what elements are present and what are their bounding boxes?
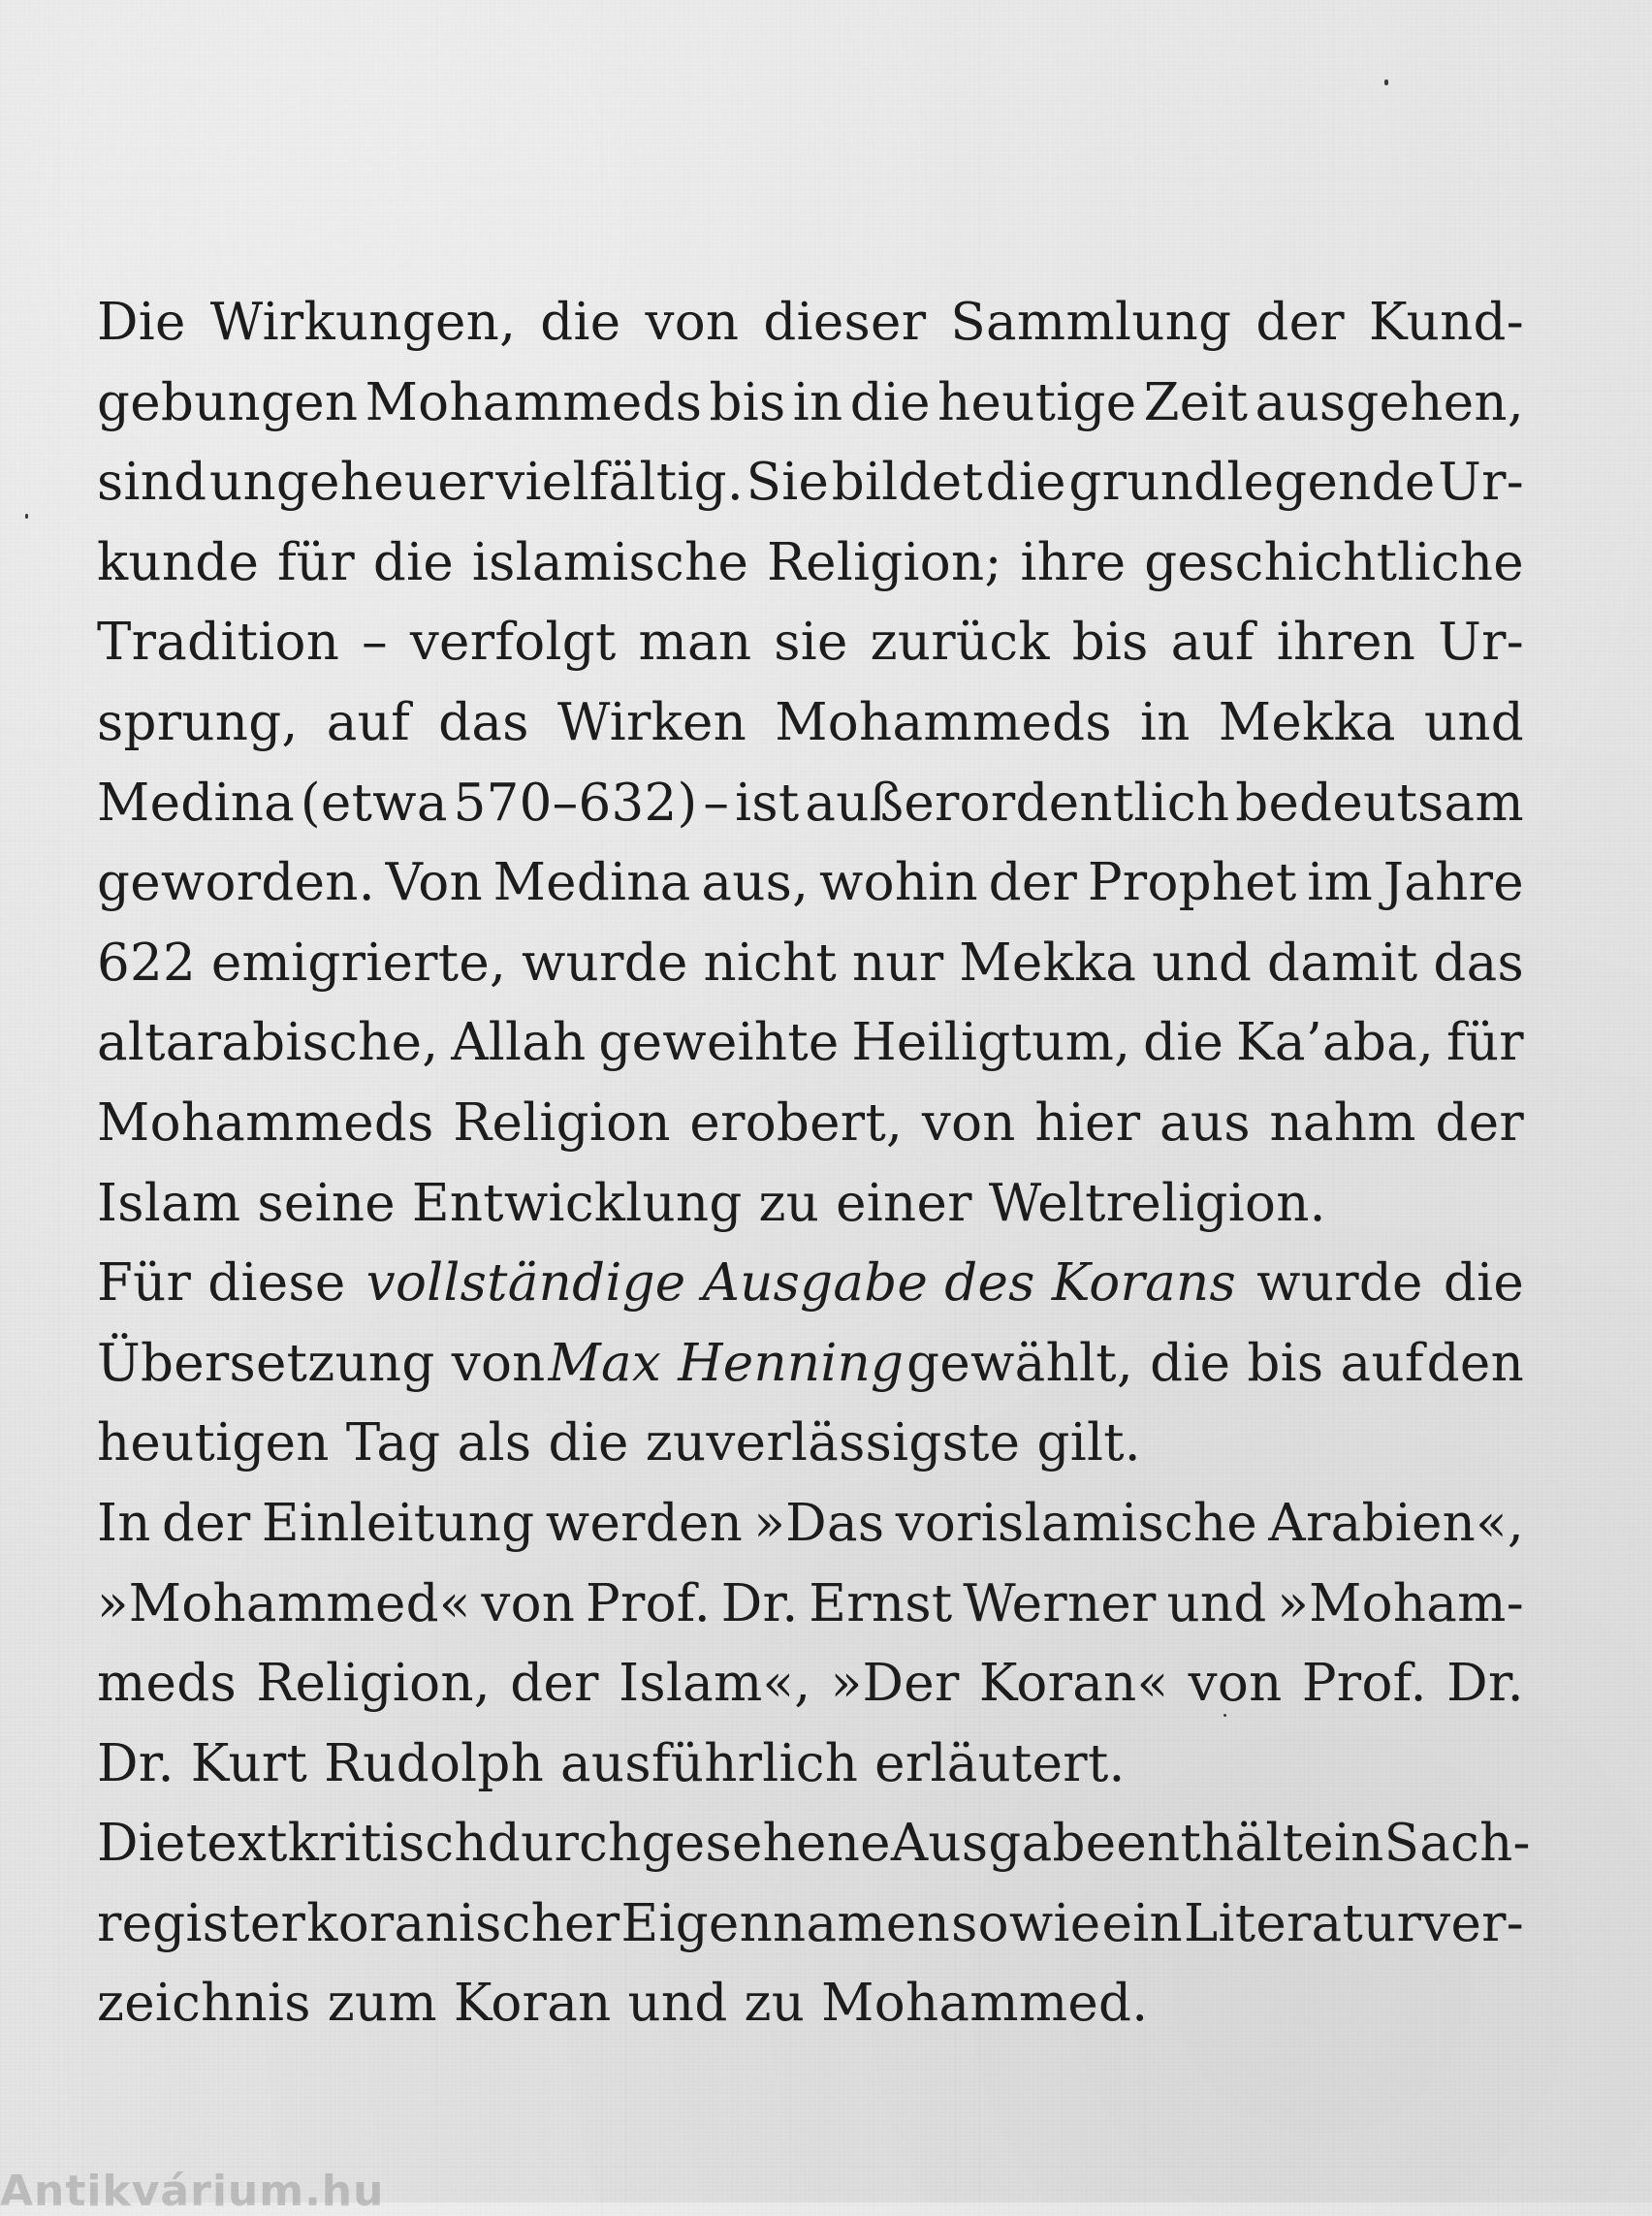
word: zeichnis	[97, 1974, 311, 2034]
word: aus,	[701, 853, 810, 913]
word: einer	[836, 1173, 972, 1233]
paragraph-textkritisch	[97, 1804, 1531, 2044]
word: hier	[1034, 1092, 1141, 1153]
word: 570–632)	[453, 773, 698, 833]
word: Medina	[492, 853, 691, 913]
word: die	[372, 532, 454, 592]
paper-speck	[25, 514, 28, 519]
word: Von	[385, 853, 483, 913]
word: in	[792, 372, 843, 432]
word: ein	[1303, 1814, 1384, 1874]
text-line	[97, 843, 1524, 924]
word: Islam«,	[619, 1654, 811, 1714]
word: Sach-	[1383, 1814, 1531, 1874]
word: (etwa	[300, 773, 448, 833]
word: Koran	[453, 1974, 612, 2034]
blurb-text	[97, 283, 1531, 2044]
word: dieser	[763, 293, 927, 352]
word: Mohammed.	[821, 1974, 1149, 2034]
word: werden	[545, 1493, 744, 1553]
word: erläutert.	[874, 1733, 1126, 1793]
word: erobert,	[689, 1092, 904, 1153]
text-segment: Übersetzung von	[97, 1333, 546, 1393]
word: sie	[774, 613, 848, 673]
word: in	[1139, 692, 1191, 752]
word: das	[438, 692, 529, 752]
word: der	[162, 1493, 251, 1553]
word: »Der	[830, 1654, 960, 1714]
word: geschichtliche	[1144, 532, 1524, 592]
paragraph-wirkungen	[97, 283, 1524, 1244]
text-line	[97, 924, 1524, 1004]
text-segment: wurde	[1256, 1253, 1423, 1314]
word: die	[985, 453, 1066, 513]
text-line	[97, 1244, 1524, 1324]
word: Religion;	[766, 532, 1002, 592]
word: man	[638, 613, 752, 673]
word: Prof.	[1301, 1654, 1427, 1714]
word: damit	[1267, 933, 1418, 993]
word: Dr.	[1446, 1654, 1524, 1714]
word: nur	[851, 933, 944, 993]
word: 622	[97, 933, 197, 993]
word: sprung,	[97, 692, 299, 752]
text-line	[97, 1725, 1524, 1805]
text-line	[97, 1084, 1524, 1164]
text-line	[97, 1804, 1531, 1884]
paragraph-ausgabe	[97, 1244, 1524, 1484]
word: ausgehen,	[1255, 372, 1524, 432]
word: enthält	[1116, 1814, 1304, 1874]
word: ist	[735, 773, 800, 833]
word: Weltreligion.	[988, 1173, 1326, 1233]
word: Mekka	[959, 933, 1137, 993]
word: Dr.	[97, 1733, 175, 1793]
watermark-text: Antikvárium.hu	[0, 2167, 385, 2216]
word: Die	[97, 293, 186, 352]
word: Sammlung	[950, 293, 1232, 352]
word: geworden.	[97, 853, 375, 913]
word: Zeit	[1143, 372, 1249, 432]
word: Dr.	[720, 1573, 799, 1633]
word: Arabien«,	[1268, 1493, 1524, 1553]
word: ungeheuer	[209, 453, 493, 513]
word: sind	[97, 453, 207, 513]
text-line	[97, 603, 1524, 683]
word: Koran«	[978, 1654, 1169, 1714]
word: textkritisch	[185, 1814, 488, 1874]
word: Ernst	[809, 1573, 953, 1633]
text-line	[97, 683, 1524, 764]
word: und	[1423, 692, 1524, 752]
text-line	[97, 1644, 1524, 1725]
word: Sie	[746, 453, 830, 513]
text-segment: Für diese	[97, 1253, 346, 1314]
text-line	[97, 1404, 1524, 1484]
word: von	[921, 1092, 1016, 1153]
word: Kund-	[1368, 293, 1524, 352]
word: wohin	[818, 853, 978, 913]
word: ein	[1101, 1893, 1183, 1953]
text-segment: heutigen Tag als die zuverlässigste gilt.	[97, 1413, 1141, 1473]
text-line	[97, 1884, 1524, 1965]
word: zu	[744, 1974, 806, 2034]
word: Ur-	[1438, 453, 1524, 513]
text-line	[97, 523, 1524, 604]
word: Wirken	[556, 692, 747, 752]
word: Religion	[453, 1092, 671, 1153]
word: das	[1433, 933, 1524, 993]
word: zum	[327, 1974, 437, 2034]
word: grundlegende	[1068, 453, 1436, 513]
word: emigrierte,	[210, 933, 507, 993]
word: islamische	[471, 532, 749, 592]
word: kunde	[97, 532, 260, 592]
word: der	[1255, 293, 1345, 352]
word: ausführlich	[560, 1733, 859, 1793]
word: verfolgt	[409, 613, 617, 673]
word: koranischer	[306, 1893, 620, 1953]
word: »Moham-	[1277, 1573, 1524, 1633]
word: Ausgabe	[890, 1814, 1117, 1874]
text-line	[97, 1003, 1524, 1084]
word: heutige	[937, 372, 1137, 432]
word: und	[1152, 933, 1253, 993]
word: Literaturver-	[1184, 1893, 1524, 1953]
word: der	[988, 853, 1078, 913]
word: gebungen	[97, 372, 359, 432]
word: nahm	[1269, 1092, 1416, 1153]
word: außerordentlich	[805, 773, 1230, 833]
word: Wirkungen,	[209, 293, 517, 352]
word: auf	[326, 692, 410, 752]
word: Werner	[963, 1573, 1157, 1633]
word: für	[1446, 1013, 1524, 1073]
word: seine	[257, 1173, 396, 1233]
word: Einleitung	[261, 1493, 535, 1553]
word: Rudolph	[324, 1733, 545, 1793]
word: Mohammeds	[365, 372, 703, 432]
word: und	[1166, 1573, 1267, 1633]
word: Ur-	[1438, 613, 1524, 673]
word: bedeutsam	[1235, 773, 1524, 833]
word: –	[362, 613, 388, 673]
word: ihren	[1276, 613, 1416, 673]
word: von	[1188, 1654, 1283, 1714]
word: Allah	[451, 1013, 587, 1073]
word: Ka’aba,	[1236, 1013, 1435, 1073]
word: bis	[1071, 613, 1149, 673]
word: ihre	[1020, 532, 1127, 592]
word: wurde	[522, 933, 688, 993]
text-line	[97, 443, 1524, 523]
word: bis	[709, 372, 786, 432]
word: zurück	[870, 613, 1050, 673]
text-segment: die	[1443, 1253, 1524, 1314]
italic-book-title: vollständige Ausgabe des Korans	[365, 1253, 1236, 1314]
word: Eigennamen	[620, 1893, 951, 1953]
text-line	[97, 283, 1524, 364]
word: die	[540, 293, 621, 352]
paper-speck	[1384, 79, 1388, 85]
word: im	[1307, 853, 1374, 913]
word: Prophet	[1087, 853, 1297, 913]
word: Die	[97, 1814, 186, 1874]
word: für	[277, 532, 356, 592]
word: die	[849, 372, 931, 432]
word: Kurt	[190, 1733, 308, 1793]
word: Religion,	[256, 1654, 491, 1714]
paper-speck	[1223, 1714, 1226, 1717]
word: »Das	[753, 1493, 885, 1553]
word: »Mohammed«	[97, 1573, 471, 1633]
word: vielfältig.	[495, 453, 744, 513]
word: die	[1143, 1013, 1224, 1073]
word: durchgesehene	[487, 1814, 891, 1874]
word: von	[645, 293, 740, 352]
word: Entwicklung	[411, 1173, 743, 1233]
paragraph-einleitung	[97, 1484, 1524, 1804]
word: Medina	[97, 773, 296, 833]
word: der	[1435, 1092, 1524, 1153]
word: –	[703, 773, 730, 833]
text-segment: den	[1426, 1333, 1524, 1393]
text-line	[97, 1964, 1524, 2044]
text-line	[97, 1565, 1524, 1645]
word: geweihte	[598, 1013, 840, 1073]
word: Mohammeds	[775, 692, 1112, 752]
word: Tradition	[97, 613, 340, 673]
word: Islam	[97, 1173, 241, 1233]
text-line	[97, 364, 1524, 444]
text-line	[97, 1164, 1524, 1245]
word: aus	[1160, 1092, 1251, 1153]
word: register	[97, 1893, 306, 1953]
word: Mekka	[1218, 692, 1396, 752]
word: und	[627, 1974, 728, 2034]
word: Mohammeds	[97, 1092, 434, 1153]
text-segment: gewählt, die bis auf	[906, 1333, 1424, 1393]
text-line	[97, 1484, 1524, 1565]
text-line	[97, 1324, 1524, 1405]
word: altarabische,	[97, 1013, 439, 1073]
word: nicht	[703, 933, 838, 993]
text-line	[97, 764, 1524, 844]
word: auf	[1170, 613, 1255, 673]
word: der	[510, 1654, 599, 1714]
word: Prof.	[586, 1573, 711, 1633]
word: In	[97, 1493, 151, 1553]
word: zu	[758, 1173, 820, 1233]
word: meds	[97, 1654, 237, 1714]
word: Heiligtum,	[851, 1013, 1131, 1073]
word: von	[481, 1573, 576, 1633]
word: bildet	[831, 453, 983, 513]
italic-translator-name: Max Henning	[548, 1333, 905, 1393]
word: sowie	[951, 1893, 1101, 1953]
word: Jahre	[1382, 853, 1524, 913]
word: vorislamische	[895, 1493, 1258, 1553]
